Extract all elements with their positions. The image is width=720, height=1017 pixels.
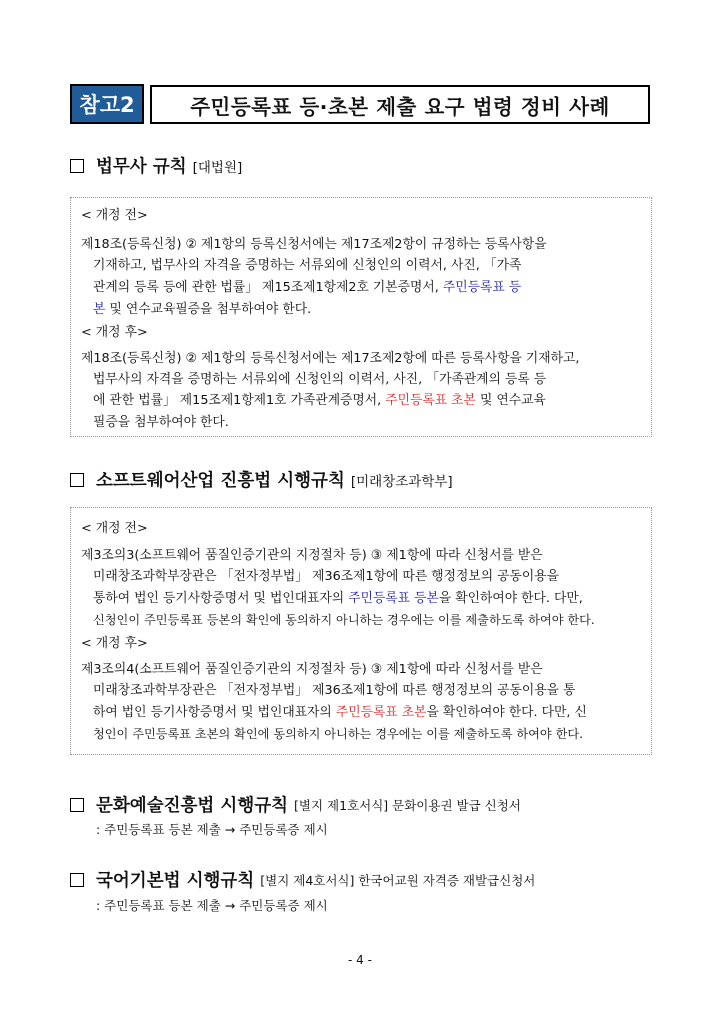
section-heading — [70, 792, 521, 817]
article-line: 제3조의3(소프트웨어 품질인증기관의 지정절차 등) ③ 제1항에 따라 신청서를 받은 — [81, 548, 543, 563]
checkbox-icon — [70, 798, 84, 812]
article-line: 미래창조과학부장관은 「전자정부법」 제36조제1항에 따른 행정정보의 공동이용을 통 — [93, 683, 576, 698]
article-line — [93, 707, 587, 720]
before-label: < 개정 전> — [81, 521, 148, 536]
text-segment: 을 확인하여야 한다. 다만, — [438, 591, 583, 606]
article-line — [93, 593, 583, 606]
article-line: 필증을 첨부하여야 한다. — [93, 415, 229, 430]
section-title: 소프트웨어산업 진흥법 시행규칙 — [96, 471, 345, 491]
section-title: 국어기본법 시행규칙 — [96, 871, 255, 891]
page-number: - 4 - — [348, 953, 372, 967]
highlight-text-cont: 본 — [93, 302, 106, 317]
checkbox-icon — [70, 473, 84, 487]
highlight-text: 주민등록표 등 — [442, 280, 522, 295]
change-note: : 주민등록표 등본 제출 → 주민등록증 제시 — [96, 898, 328, 913]
section-form: [별지 제4호서식] 한국어교원 자격증 재발급신청서 — [260, 872, 536, 888]
text-segment: 및 연수교육필증을 첨부하여야 한다. — [105, 302, 312, 317]
highlight-text: 주민등록표 등본 — [348, 591, 439, 606]
article-line — [93, 282, 521, 295]
section-heading — [70, 867, 535, 892]
section-heading — [70, 153, 242, 178]
checkbox-icon — [70, 159, 84, 173]
article-line — [93, 395, 546, 408]
article-line: 제18조(등록신청) ② 제1항의 등록신청서에는 제17조제2항에 따른 등록사항을 기재하고, — [81, 351, 580, 366]
amendment-box — [70, 507, 652, 755]
text-segment: 하여 법인 등기사항증명서 및 법인대표자의 — [93, 705, 336, 720]
section-title: 법무사 규칙 — [96, 157, 187, 177]
section-heading — [70, 467, 453, 492]
article-line: 신청인이 주민등록표 등본의 확인에 동의하지 아니하는 경우에는 이를 제출하도록 하여야 한다. — [93, 613, 595, 627]
text-segment: 관계의 등록 등에 관한 법률」 제15조제1항제2호 기본증명서, — [93, 280, 443, 295]
highlight-text: 주민등록표 초본 — [335, 705, 427, 720]
section-authority: [미래창조과학부] — [350, 473, 453, 490]
article-line: 미래창조과학부장관은 「전자정부법」 제36조제1항에 따른 행정정보의 공동이용을 — [93, 569, 559, 584]
section-authority: [대법원] — [192, 159, 243, 176]
amendment-box — [70, 197, 652, 437]
article-line: 제3조의4(소프트웨어 품질인증기관의 지정절차 등) ③ 제1항에 따라 신청서를 받은 — [81, 662, 543, 677]
text-segment: 및 연수교육 — [475, 393, 546, 408]
article-line: 제18조(등록신청) ② 제1항의 등록신청서에는 제17조제2항이 규정하는 등록사항을 — [81, 237, 547, 252]
change-note: : 주민등록표 등본 제출 → 주민등록증 제시 — [96, 822, 328, 837]
article-line — [93, 304, 311, 317]
text-segment: 통하여 법인 등기사항증명서 및 법인대표자의 — [93, 591, 349, 606]
article-line: 청인이 주민등록표 초본의 확인에 동의하지 아니하는 경우에는 이를 제출하도록 하여야 한다. — [93, 727, 583, 741]
page-title: 주민등록표 등·초본 제출 요구 법령 정비 사례 — [150, 85, 650, 124]
article-line: 기재하고, 법무사의 자격을 증명하는 서류외에 신청인의 이력서, 사진, 「가족 — [93, 258, 522, 273]
reference-tag: 참고2 — [70, 84, 144, 124]
before-label: < 개정 전> — [81, 208, 148, 223]
text-segment: 에 관한 법률」 제15조제1항제1호 가족관계증명서, — [93, 393, 386, 408]
section-form: [별지 제1호서식] 문화이용권 발급 신청서 — [294, 797, 521, 813]
after-label: < 개정 후> — [81, 325, 148, 340]
text-segment: 을 확인하여야 한다. 다만, 신 — [426, 705, 587, 720]
checkbox-icon — [70, 873, 84, 887]
section-title: 문화예술진흥법 시행규칙 — [96, 796, 289, 816]
article-line: 법무사의 자격을 증명하는 서류외에 신청인의 이력서, 사진, 「가족관계의 등록 등 — [93, 372, 547, 387]
highlight-text: 주민등록표 초본 — [385, 393, 476, 408]
after-label: < 개정 후> — [81, 636, 148, 651]
